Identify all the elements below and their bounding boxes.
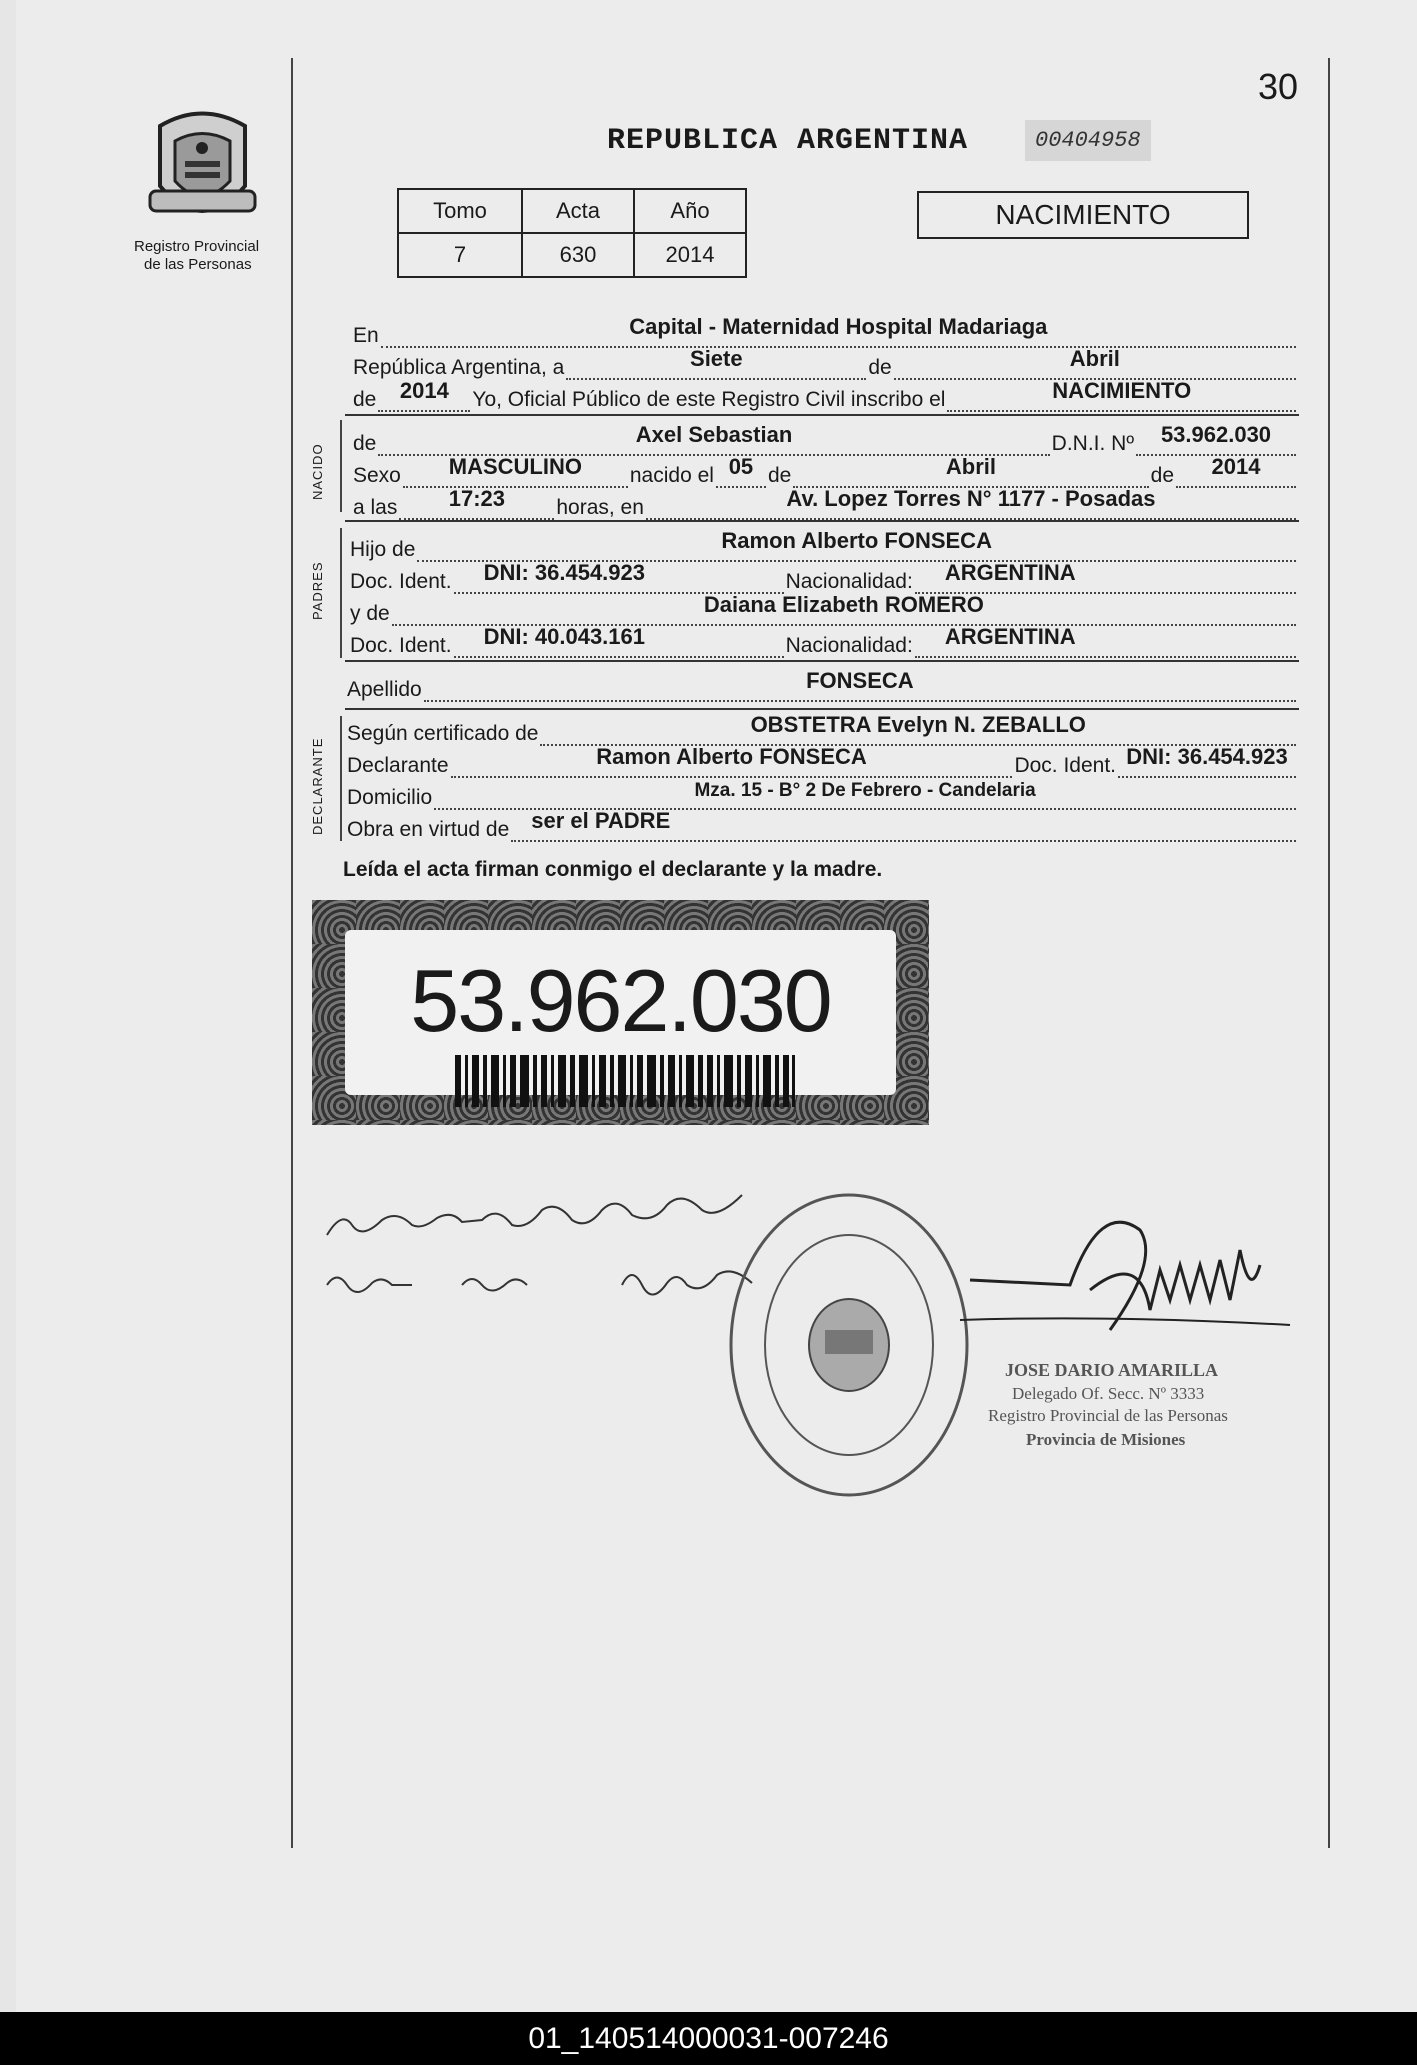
label-de-month: de	[868, 356, 892, 379]
row-certificate	[347, 712, 1298, 746]
page-number: 30	[1258, 66, 1299, 107]
row-father	[350, 528, 1298, 562]
label-doc-declarant: Doc. Ident.	[1014, 754, 1116, 777]
official-office: Registro Provincial de las Personas	[988, 1406, 1228, 1425]
label-nacido-el: nacido el	[629, 464, 714, 487]
mother-handwritten-signature	[322, 1255, 762, 1315]
birth-month-value: Abril	[945, 454, 997, 479]
dni-stamp-number: 53.962.030	[410, 951, 831, 1050]
year-value: 2014	[399, 378, 449, 403]
row-mother-doc	[350, 624, 1298, 658]
row-declarant	[347, 744, 1298, 778]
mother-name-value: Daiana Elizabeth ROMERO	[703, 592, 984, 617]
day-words-value: Siete	[690, 346, 743, 371]
birth-day-value: 05	[728, 454, 754, 479]
apellido-value: FONSECA	[806, 668, 914, 693]
separator	[345, 708, 1299, 710]
father-name-value: Ramon Alberto FONSECA	[721, 528, 992, 553]
official-province: Provincia de Misiones	[1026, 1430, 1186, 1449]
row-time-place	[353, 486, 1298, 520]
label-de-name: de	[353, 432, 377, 455]
label-declarante: Declarante	[347, 754, 449, 777]
row-place	[353, 314, 1298, 348]
serial-number: 00404958	[1025, 120, 1151, 161]
official-role: Delegado Of. Secc. Nº 3333	[1012, 1384, 1205, 1403]
sexo-value: MASCULINO	[448, 454, 582, 479]
tomo-value: 7	[398, 233, 522, 277]
registry-logo	[140, 106, 265, 231]
row-capacity	[347, 808, 1298, 842]
label-domicilio: Domicilio	[347, 786, 433, 809]
label-de-birth-month: de	[767, 464, 792, 487]
act-type-value: NACIMIENTO	[1052, 378, 1192, 403]
official-name: JOSE DARIO AMARILLA	[1005, 1360, 1219, 1380]
footer-file-id: 01_140514000031-007246	[0, 2012, 1417, 2065]
registry-seal-icon	[727, 1190, 972, 1500]
birth-time-value: 17:23	[448, 486, 505, 511]
label-hijo-de: Hijo de	[350, 538, 416, 561]
section-rule	[340, 528, 342, 658]
father-doc-value: DNI: 36.454.923	[483, 560, 645, 585]
section-label-padres: PADRES	[310, 561, 325, 620]
official-seal	[727, 1190, 972, 1500]
label-dni: D.N.I. Nº	[1051, 432, 1134, 455]
page-title: REPUBLICA ARGENTINA	[607, 124, 969, 158]
row-apellido	[347, 668, 1298, 702]
ano-value: 2014	[634, 233, 746, 277]
label-doc-mother: Doc. Ident.	[350, 634, 452, 657]
row-sex-birth	[353, 454, 1298, 488]
declarant-doc-value: DNI: 36.454.923	[1126, 744, 1288, 769]
place-value: Capital - Maternidad Hospital Madariaga	[629, 314, 1048, 339]
child-name-value: Axel Sebastian	[635, 422, 793, 447]
right-margin-line	[1328, 58, 1330, 1848]
dni-label-stamp	[312, 900, 929, 1125]
row-child-name	[353, 422, 1298, 456]
certificate-value: OBSTETRA Evelyn N. ZEBALLO	[750, 712, 1086, 737]
acta-value: 630	[522, 233, 634, 277]
birth-place-value: Av. Lopez Torres N° 1177 - Posadas	[786, 486, 1156, 511]
label-en: En	[353, 324, 379, 347]
row-mother	[350, 592, 1298, 626]
label-de-birth-year: de	[1150, 464, 1174, 487]
separator	[345, 520, 1299, 522]
record-type-box: NACIMIENTO	[917, 191, 1249, 239]
label-doc-father: Doc. Ident.	[350, 570, 452, 593]
misiones-coat-of-arms-icon	[140, 106, 265, 231]
tomo-header: Tomo	[398, 189, 522, 233]
closing-statement: Leída el acta firman conmigo el declarante y la madre.	[343, 858, 883, 881]
official-signature	[960, 1190, 1310, 1370]
ano-header: Año	[634, 189, 746, 233]
left-margin-line	[291, 58, 293, 1848]
section-label-nacido: NACIDO	[310, 443, 325, 500]
barcode-icon	[455, 1055, 795, 1107]
section-rule	[340, 716, 342, 841]
logo-caption-line2: de las Personas	[144, 256, 252, 273]
label-de-year: de	[353, 388, 377, 411]
statement-text: Yo, Oficial Público de este Registro Civil inscribo el	[472, 388, 946, 411]
label-nac-father: Nacionalidad:	[785, 570, 913, 593]
label-segun: Según certificado de	[347, 722, 539, 745]
domicile-value: Mza. 15 - B° 2 De Febrero - Candelaria	[694, 780, 1036, 801]
separator	[345, 414, 1299, 416]
mother-nationality-value: ARGENTINA	[944, 624, 1076, 649]
row-father-doc	[350, 560, 1298, 594]
label-sexo: Sexo	[353, 464, 401, 487]
section-label-declarante: DECLARANTE	[310, 737, 325, 835]
label-obra: Obra en virtud de	[347, 818, 510, 841]
father-nationality-value: ARGENTINA	[944, 560, 1076, 585]
label-apellido: Apellido	[347, 678, 422, 701]
acta-header: Acta	[522, 189, 634, 233]
capacity-value: ser el PADRE	[531, 808, 671, 833]
section-rule	[340, 420, 342, 512]
row-domicile	[347, 780, 1298, 810]
row-year	[353, 378, 1298, 412]
month-value: Abril	[1069, 346, 1120, 371]
birth-year-value: 2014	[1211, 454, 1261, 479]
declarant-value: Ramon Alberto FONSECA	[596, 744, 867, 769]
logo-caption-line1: Registro Provincial	[134, 238, 260, 255]
mother-doc-value: DNI: 40.043.161	[483, 624, 645, 649]
child-dni-value: 53.962.030	[1160, 422, 1272, 447]
separator	[345, 660, 1299, 662]
label-a-las: a las	[353, 496, 398, 519]
label-y-de: y de	[350, 602, 390, 625]
label-republica: República Argentina, a	[353, 356, 565, 379]
record-table	[397, 188, 747, 278]
father-handwritten-signature	[322, 1180, 762, 1260]
row-date	[353, 346, 1298, 380]
label-horas: horas, en	[556, 496, 644, 519]
label-nac-mother: Nacionalidad:	[785, 634, 913, 657]
